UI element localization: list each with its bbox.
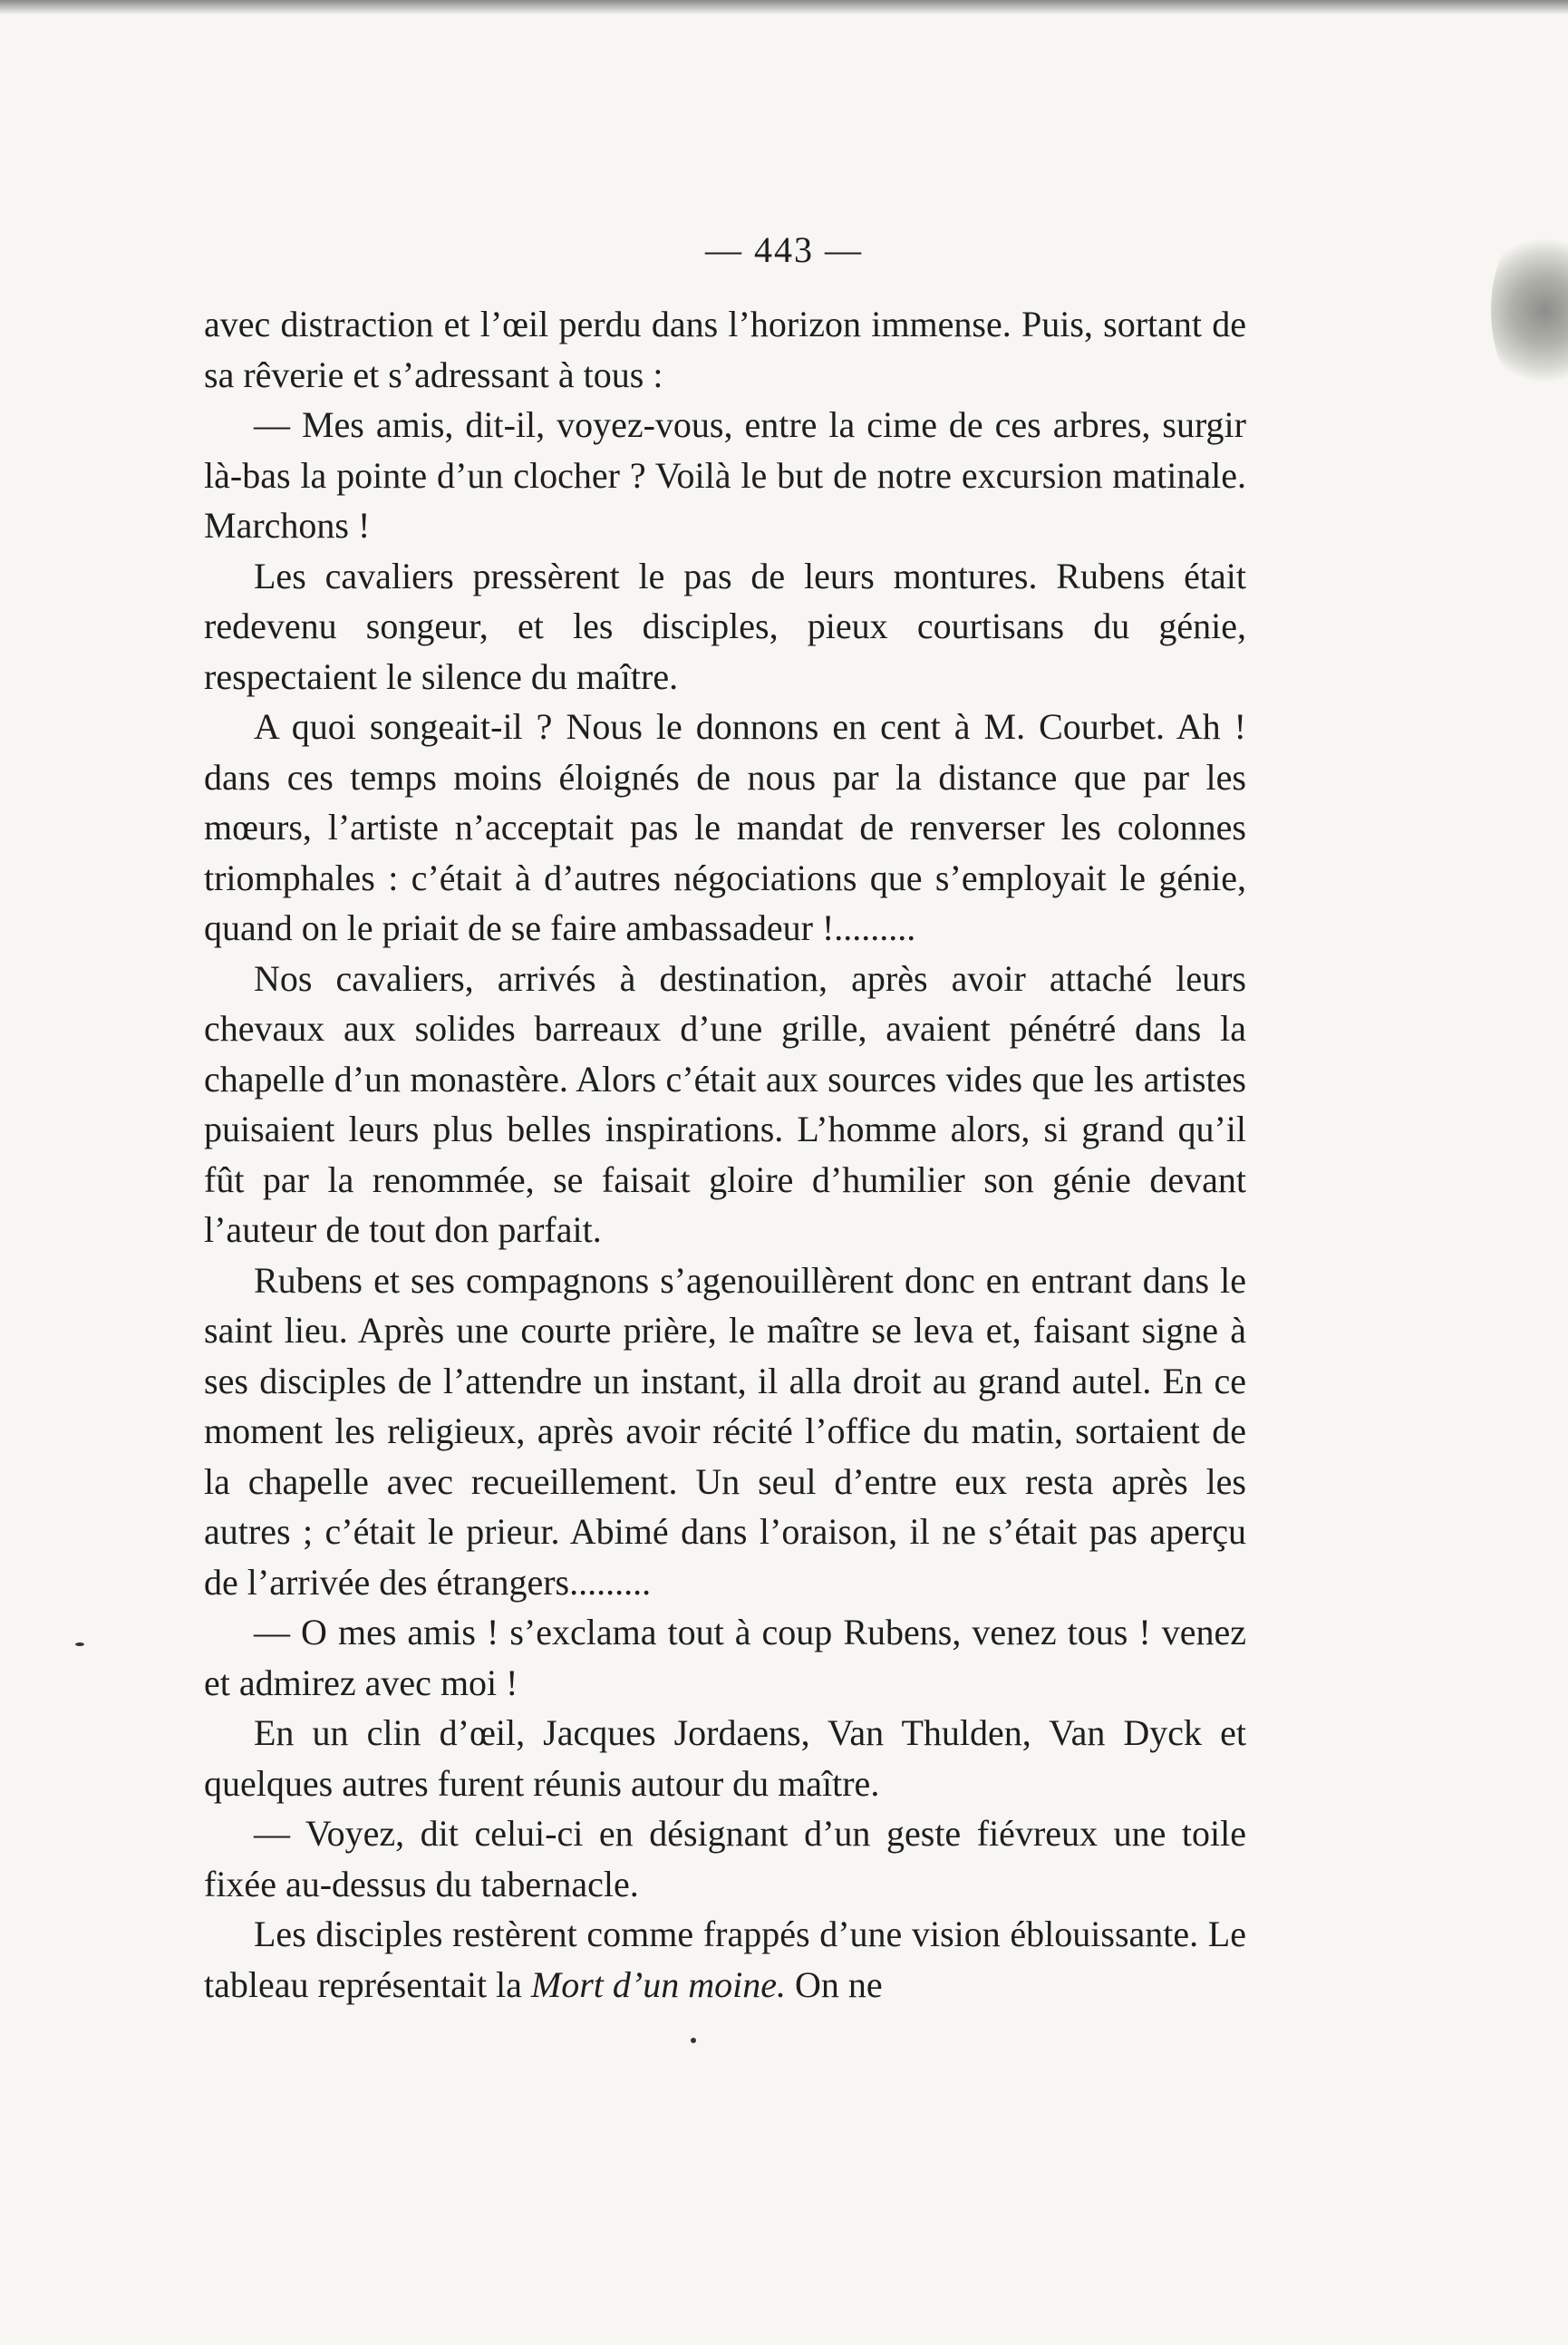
paragraph-6: Rubens et ses compagnons s’agenouillèrent donc en entrant dans le saint lieu. Après une courte prière, le maître se leva et, faisant signe à ses disciples de l’attendre un instant, il alla droit au grand autel. En ce moment les religieux, après avoir récité l’office du matin, sortaient de la chapelle avec recueillement. Un seul d’entre eux resta après les autres ; c’était le prieur. Abimé dans l’oraison, il ne s’était pas aperçu de l’arrivée des étrangers......... [204, 1259, 1246, 1603]
paragraph-3: Les cavaliers pressèrent le pas de leurs montures. Rubens était redevenu songeur, et les disciples, pieux courtisans du génie, respectaient le silence du maître. [204, 555, 1246, 697]
page-top-edge [0, 0, 1568, 15]
paragraph-10 [204, 1909, 1246, 2010]
paragraph-8: En un clin d’œil, Jacques Jordaens, Van Thulden, Van Dyck et quelques autres furent réunis autour du maître. [204, 1712, 1246, 1804]
painting-title: Mort d’un moine. [530, 1963, 786, 2005]
paragraph-1: avec distraction et l’œil perdu dans l’horizon immense. Puis, sortant de sa rêverie et s’adressant à tous : [204, 304, 1246, 395]
paragraph-4: A quoi songeait-il ? Nous le donnons en cent à M. Courbet. Ah ! dans ces temps moins éloignés de nous par la distance que par les mœurs, l’artiste n’acceptait pas le mandat de renverser les colonnes triomphales : c’était à d’autres négociations que s’employait le génie, quand on le priait de se faire ambassadeur !......... [204, 706, 1246, 948]
page-number: — 443 — [705, 229, 863, 270]
body-text [204, 299, 1246, 2010]
paragraph-10-continuation: On ne [795, 1963, 883, 2005]
ink-speck [691, 2038, 696, 2043]
paragraph-5: Nos cavaliers, arrivés à destination, après avoir attaché leurs chevaux aux solides barreaux d’une grille, avaient pénétré dans la chapelle d’un monastère. Alors c’était aux sources vides que les artistes puisaient leurs plus belles inspirations. L’homme alors, si grand qu’il fût par la renommée, se faisait gloire d’humilier son génie devant l’auteur de tout don parfait. [204, 957, 1246, 1250]
ink-speck [75, 1642, 84, 1646]
paragraph-7: — O mes amis ! s’exclama tout à coup Rubens, venez tous ! venez et admirez avec moi ! [204, 1612, 1246, 1703]
paragraph-10-text: Les disciples restèrent comme frappés d’une vision éblouissante. Le tableau représentait la [204, 1914, 1246, 2005]
paragraph-9: — Voyez, dit celui-ci en désignant d’un geste fiévreux une toile fixée au-dessus du tabernacle. [204, 1813, 1246, 1904]
paragraph-2: — Mes amis, dit-il, voyez-vous, entre la cime de ces arbres, surgir là-bas la pointe d’un clocher ? Voilà le but de notre excursion matinale. Marchons ! [204, 404, 1246, 546]
